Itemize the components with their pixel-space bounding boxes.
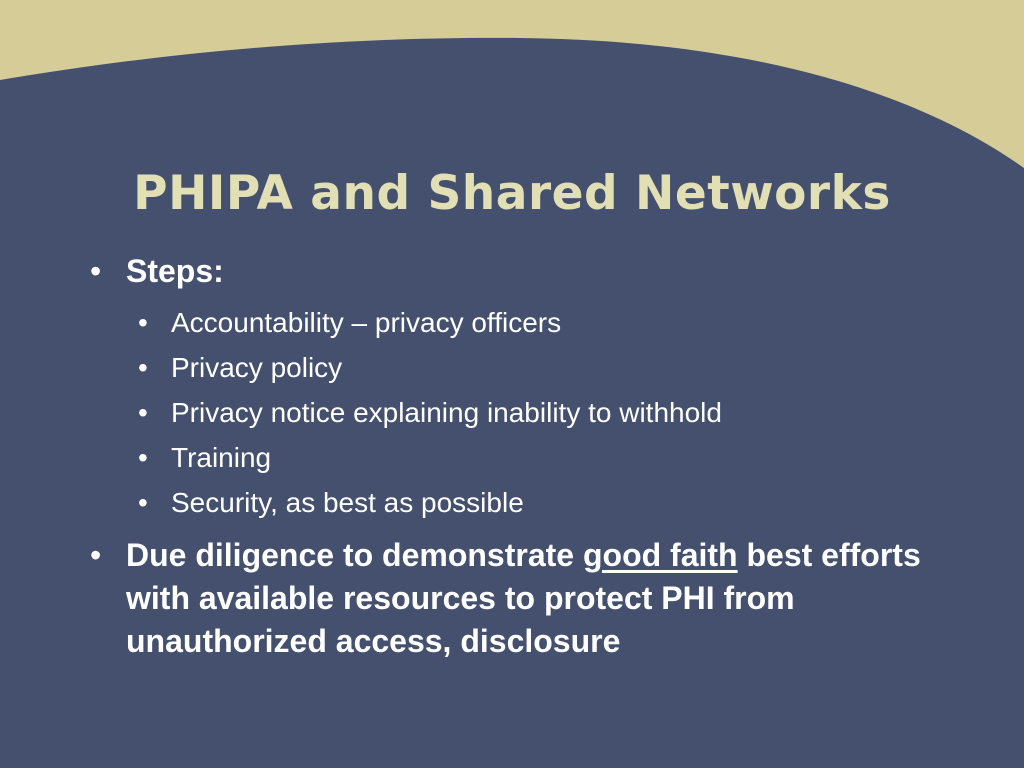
slide-title: PHIPA and Shared Networks: [133, 166, 891, 221]
good-faith-emphasis: good faith: [582, 537, 738, 573]
bullet-steps: [90, 250, 970, 293]
sub-bullet: • Training: [90, 435, 970, 480]
steps-list: [90, 300, 970, 525]
due-diligence-text-start: Due diligence to demonstrate: [126, 537, 583, 573]
sub-bullet: • Accountability – privacy officers: [90, 300, 970, 345]
sub-bullet: • Privacy policy: [90, 345, 970, 390]
sub-bullet: • Privacy notice explaining inability to withhold: [90, 390, 970, 435]
slide-body: [90, 250, 970, 663]
sub-bullet: • Security, as best as possible: [90, 480, 970, 525]
due-diligence-text-end: best efforts with available resources to protect PHI from unauthorized access, disclosure: [126, 537, 921, 659]
bullet-due-diligence: [90, 534, 970, 663]
bullet-steps-label: Steps:: [126, 253, 224, 289]
